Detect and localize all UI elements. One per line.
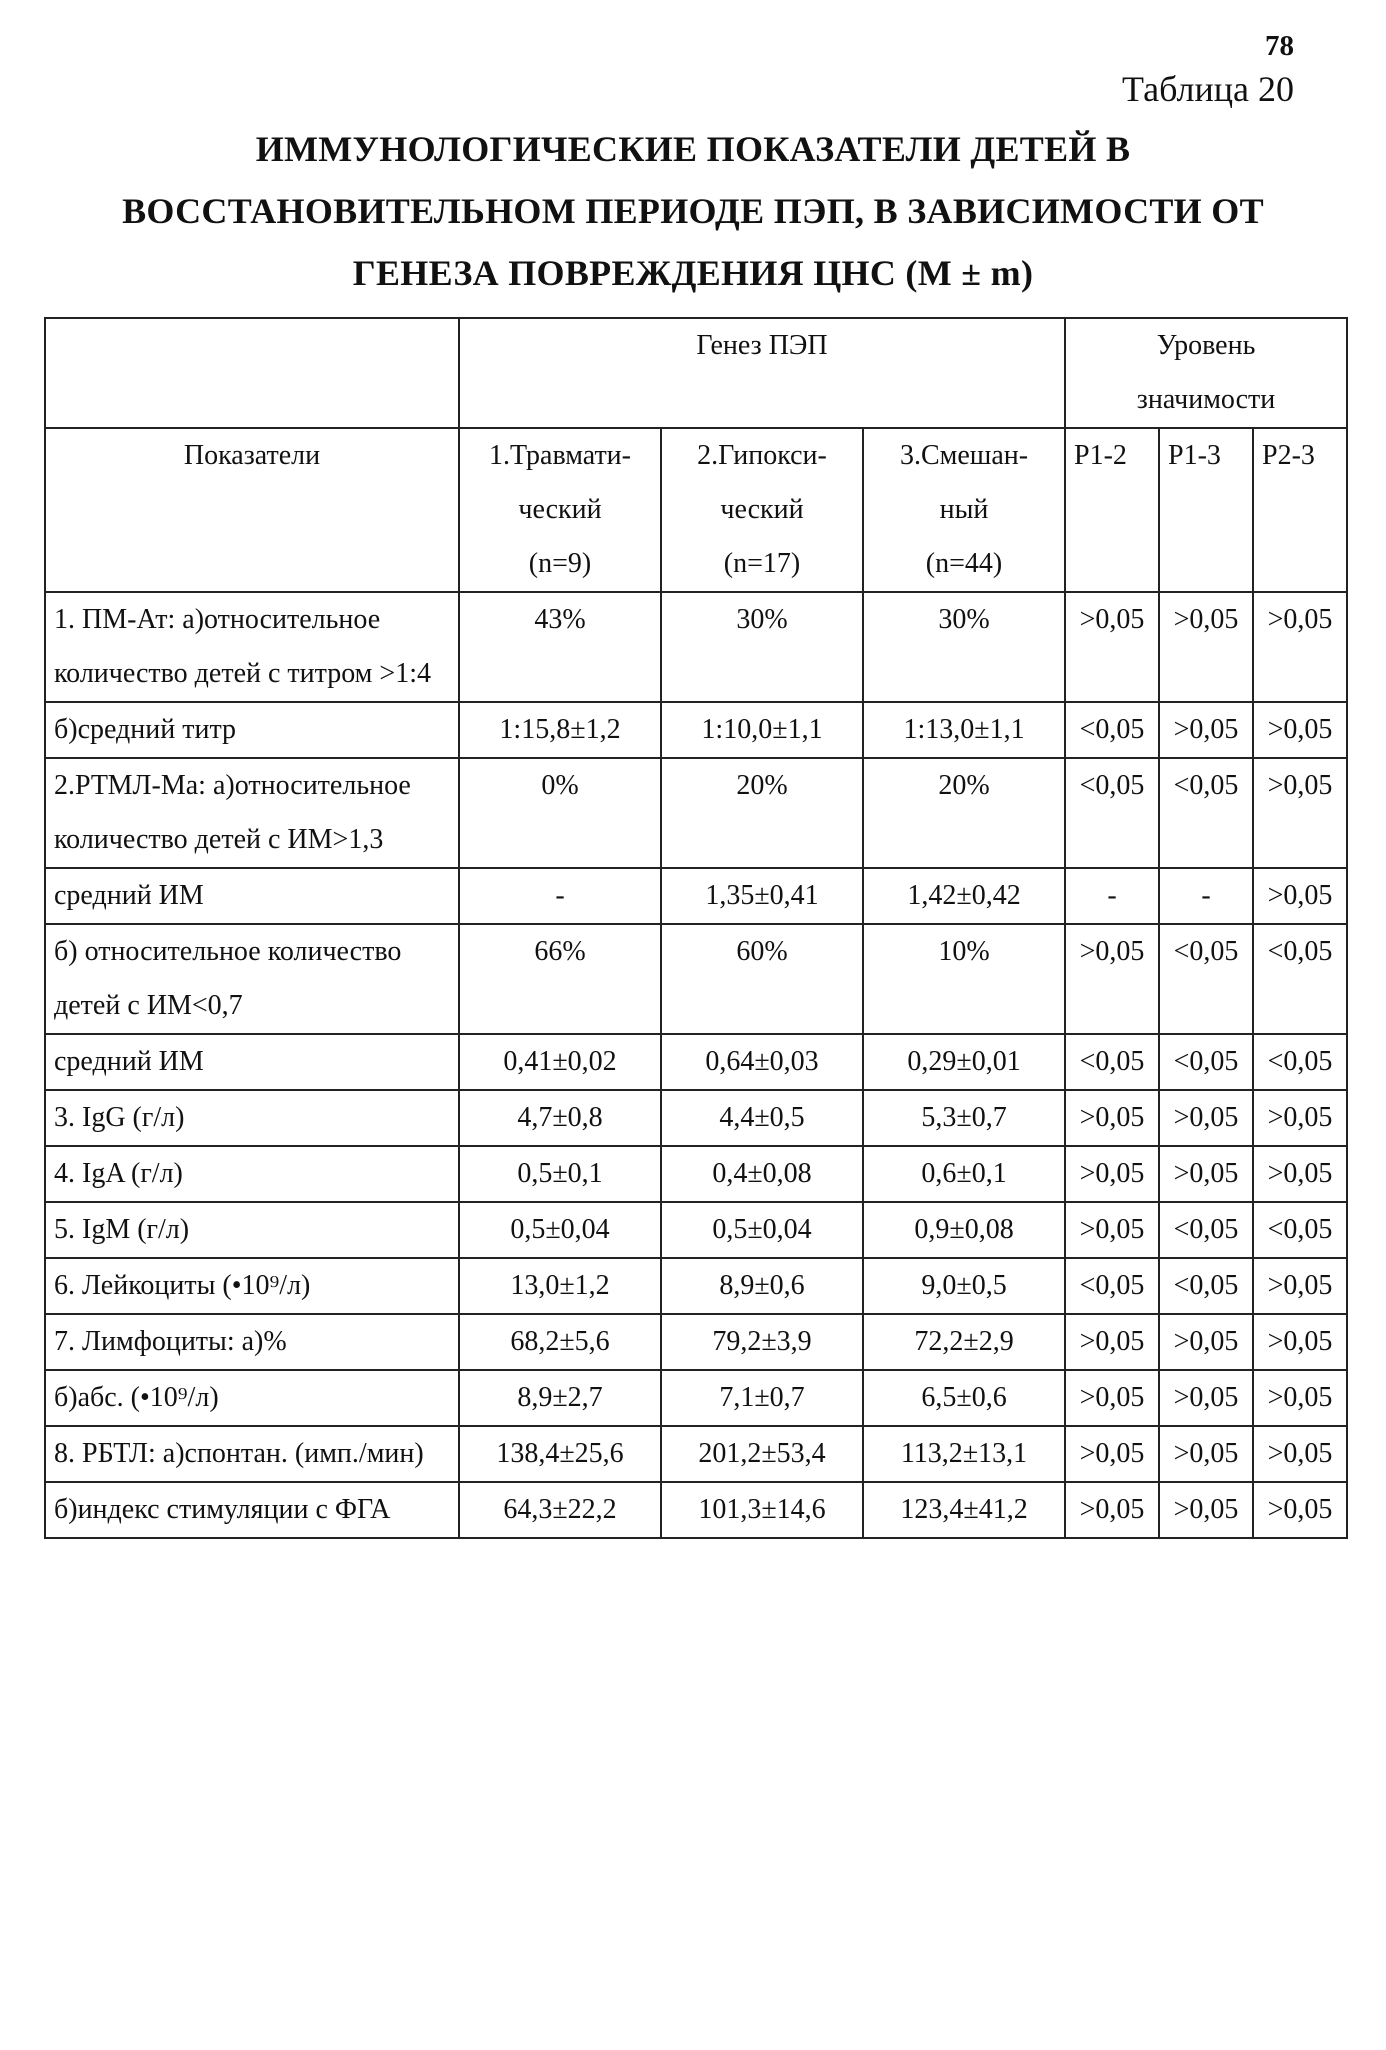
header-line: 3.Смешан- (899, 440, 1029, 471)
page-number: 78 (1265, 30, 1294, 62)
traumatic-value-cell: 1:15,8±1,2 (459, 702, 661, 758)
p13-value-cell: >0,05 (1159, 1370, 1253, 1426)
p12-value-cell: <0,05 (1065, 1258, 1159, 1314)
hypoxic-value-cell: 4,4±0,5 (661, 1090, 863, 1146)
title-line: ИММУНОЛОГИЧЕСКИЕ ПОКАЗАТЕЛИ ДЕТЕЙ В (255, 129, 1131, 169)
hypoxic-value-cell: 79,2±3,9 (661, 1314, 863, 1370)
p12-value-cell: >0,05 (1065, 1482, 1159, 1538)
traumatic-value-cell: 138,4±25,6 (459, 1426, 661, 1482)
mixed-value-cell: 72,2±2,9 (863, 1314, 1065, 1370)
table-row (45, 1370, 1347, 1426)
indicator-cell: б)индекс стимуляции с ФГА (45, 1482, 459, 1538)
header-line: 2.Гипокси- (697, 440, 827, 471)
p12-value-cell: >0,05 (1065, 592, 1159, 702)
document-title (40, 118, 1346, 304)
p13-value-cell: >0,05 (1159, 1314, 1253, 1370)
traumatic-value-cell: 0% (459, 758, 661, 868)
p12-value-cell: - (1065, 868, 1159, 924)
p23-value-cell: >0,05 (1253, 1258, 1347, 1314)
table-body (45, 592, 1347, 1538)
indicator-cell: б)средний титр (45, 702, 459, 758)
hypoxic-value-cell: 1,35±0,41 (661, 868, 863, 924)
p12-column-header: P1-2 (1065, 428, 1159, 592)
table-row (45, 1202, 1347, 1258)
indicator-cell: б) относительное количество детей с ИМ<0,7 (45, 924, 459, 1034)
traumatic-value-cell: 66% (459, 924, 661, 1034)
table-row (45, 592, 1347, 702)
p23-value-cell: >0,05 (1253, 868, 1347, 924)
traumatic-value-cell: - (459, 868, 661, 924)
p13-column-header: P1-3 (1159, 428, 1253, 592)
table-row (45, 1258, 1347, 1314)
mixed-value-cell: 20% (863, 758, 1065, 868)
indicator-cell: 8. РБТЛ: а)спонтан. (имп./мин) (45, 1426, 459, 1482)
p23-value-cell: >0,05 (1253, 592, 1347, 702)
p12-value-cell: >0,05 (1065, 1090, 1159, 1146)
p12-value-cell: >0,05 (1065, 1314, 1159, 1370)
table-row (45, 924, 1347, 1034)
p13-value-cell: >0,05 (1159, 592, 1253, 702)
indicator-cell: средний ИМ (45, 1034, 459, 1090)
p13-value-cell: >0,05 (1159, 1146, 1253, 1202)
traumatic-value-cell: 68,2±5,6 (459, 1314, 661, 1370)
traumatic-value-cell: 4,7±0,8 (459, 1090, 661, 1146)
indicator-cell: 7. Лимфоциты: а)% (45, 1314, 459, 1370)
indicator-cell: 2.РТМЛ-Ма: а)относительное количество детей с ИМ>1,3 (45, 758, 459, 868)
table-row (45, 1090, 1347, 1146)
mixed-value-cell: 1,42±0,42 (863, 868, 1065, 924)
table-row (45, 1482, 1347, 1538)
p13-value-cell: <0,05 (1159, 1034, 1253, 1090)
traumatic-value-cell: 8,9±2,7 (459, 1370, 661, 1426)
mixed-value-cell: 10% (863, 924, 1065, 1034)
p23-column-header: P2-3 (1253, 428, 1347, 592)
indicator-cell: 6. Лейкоциты (•10⁹/л) (45, 1258, 459, 1314)
p13-value-cell: <0,05 (1159, 924, 1253, 1034)
header-line: 1.Травмати- (489, 440, 631, 471)
p12-value-cell: >0,05 (1065, 924, 1159, 1034)
hypoxic-value-cell: 8,9±0,6 (661, 1258, 863, 1314)
hypoxic-value-cell: 60% (661, 924, 863, 1034)
p23-value-cell: >0,05 (1253, 1370, 1347, 1426)
mixed-value-cell: 113,2±13,1 (863, 1426, 1065, 1482)
traumatic-value-cell: 0,5±0,1 (459, 1146, 661, 1202)
title-line: ГЕНЕЗА ПОВРЕЖДЕНИЯ ЦНС (M ± m) (352, 253, 1034, 293)
significance-header-line: Уровень (1156, 330, 1256, 361)
traumatic-column-header (459, 428, 661, 592)
p13-value-cell: >0,05 (1159, 1482, 1253, 1538)
indicator-cell: 1. ПМ-Ат: а)относительное количество детей с титром >1:4 (45, 592, 459, 702)
p23-value-cell: >0,05 (1253, 1314, 1347, 1370)
table-row (45, 1314, 1347, 1370)
p12-value-cell: >0,05 (1065, 1426, 1159, 1482)
traumatic-value-cell: 43% (459, 592, 661, 702)
column-header-row (45, 428, 1347, 592)
p12-value-cell: >0,05 (1065, 1370, 1159, 1426)
immunology-table (44, 317, 1348, 1539)
table-row (45, 1146, 1347, 1202)
table-caption: Таблица 20 (1122, 69, 1294, 109)
hypoxic-value-cell: 1:10,0±1,1 (661, 702, 863, 758)
mixed-value-cell: 0,29±0,01 (863, 1034, 1065, 1090)
p23-value-cell: >0,05 (1253, 1426, 1347, 1482)
p12-value-cell: <0,05 (1065, 758, 1159, 868)
indicator-cell: 3. IgG (г/л) (45, 1090, 459, 1146)
table-row (45, 702, 1347, 758)
p13-value-cell: >0,05 (1159, 1426, 1253, 1482)
hypoxic-value-cell: 0,64±0,03 (661, 1034, 863, 1090)
group-header-row (45, 318, 1347, 428)
table-row (45, 868, 1347, 924)
indicator-cell: б)абс. (•10⁹/л) (45, 1370, 459, 1426)
p12-value-cell: <0,05 (1065, 702, 1159, 758)
mixed-value-cell: 6,5±0,6 (863, 1370, 1065, 1426)
traumatic-value-cell: 0,5±0,04 (459, 1202, 661, 1258)
hypoxic-value-cell: 0,5±0,04 (661, 1202, 863, 1258)
mixed-value-cell: 0,9±0,08 (863, 1202, 1065, 1258)
p12-value-cell: >0,05 (1065, 1146, 1159, 1202)
mixed-value-cell: 1:13,0±1,1 (863, 702, 1065, 758)
hypoxic-column-header (661, 428, 863, 592)
mixed-column-header (863, 428, 1065, 592)
indicator-column-header: Показатели (45, 428, 459, 592)
genesis-group-header: Генез ПЭП (459, 318, 1065, 428)
header-line: ческий (720, 494, 804, 525)
p13-value-cell: <0,05 (1159, 1202, 1253, 1258)
table-row (45, 1426, 1347, 1482)
indicator-cell: 4. IgA (г/л) (45, 1146, 459, 1202)
p13-value-cell: >0,05 (1159, 702, 1253, 758)
header-line: ный (939, 494, 989, 525)
hypoxic-value-cell: 201,2±53,4 (661, 1426, 863, 1482)
traumatic-value-cell: 64,3±22,2 (459, 1482, 661, 1538)
p23-value-cell: >0,05 (1253, 702, 1347, 758)
significance-group-header (1065, 318, 1347, 428)
p13-value-cell: <0,05 (1159, 758, 1253, 868)
header-line: ческий (518, 494, 602, 525)
header-line: (n=17) (723, 548, 801, 579)
mixed-value-cell: 123,4±41,2 (863, 1482, 1065, 1538)
mixed-value-cell: 30% (863, 592, 1065, 702)
indicator-cell: 5. IgM (г/л) (45, 1202, 459, 1258)
p23-value-cell: >0,05 (1253, 758, 1347, 868)
mixed-value-cell: 0,6±0,1 (863, 1146, 1065, 1202)
mixed-value-cell: 5,3±0,7 (863, 1090, 1065, 1146)
traumatic-value-cell: 0,41±0,02 (459, 1034, 661, 1090)
indicator-cell: средний ИМ (45, 868, 459, 924)
header-line: (n=44) (925, 548, 1003, 579)
p23-value-cell: <0,05 (1253, 1034, 1347, 1090)
hypoxic-value-cell: 30% (661, 592, 863, 702)
p23-value-cell: <0,05 (1253, 924, 1347, 1034)
p12-value-cell: >0,05 (1065, 1202, 1159, 1258)
p23-value-cell: >0,05 (1253, 1090, 1347, 1146)
header-line: (n=9) (528, 548, 592, 579)
hypoxic-value-cell: 20% (661, 758, 863, 868)
p12-value-cell: <0,05 (1065, 1034, 1159, 1090)
hypoxic-value-cell: 7,1±0,7 (661, 1370, 863, 1426)
table-row (45, 1034, 1347, 1090)
hypoxic-value-cell: 101,3±14,6 (661, 1482, 863, 1538)
empty-header-cell (45, 318, 459, 428)
significance-header-line: значимости (1136, 384, 1276, 415)
traumatic-value-cell: 13,0±1,2 (459, 1258, 661, 1314)
p13-value-cell: >0,05 (1159, 1090, 1253, 1146)
mixed-value-cell: 9,0±0,5 (863, 1258, 1065, 1314)
p13-value-cell: - (1159, 868, 1253, 924)
p23-value-cell: <0,05 (1253, 1202, 1347, 1258)
table-row (45, 758, 1347, 868)
p23-value-cell: >0,05 (1253, 1146, 1347, 1202)
title-line: ВОССТАНОВИТЕЛЬНОМ ПЕРИОДЕ ПЭП, В ЗАВИСИМОСТИ ОТ (122, 191, 1264, 231)
p13-value-cell: <0,05 (1159, 1258, 1253, 1314)
hypoxic-value-cell: 0,4±0,08 (661, 1146, 863, 1202)
p23-value-cell: >0,05 (1253, 1482, 1347, 1538)
